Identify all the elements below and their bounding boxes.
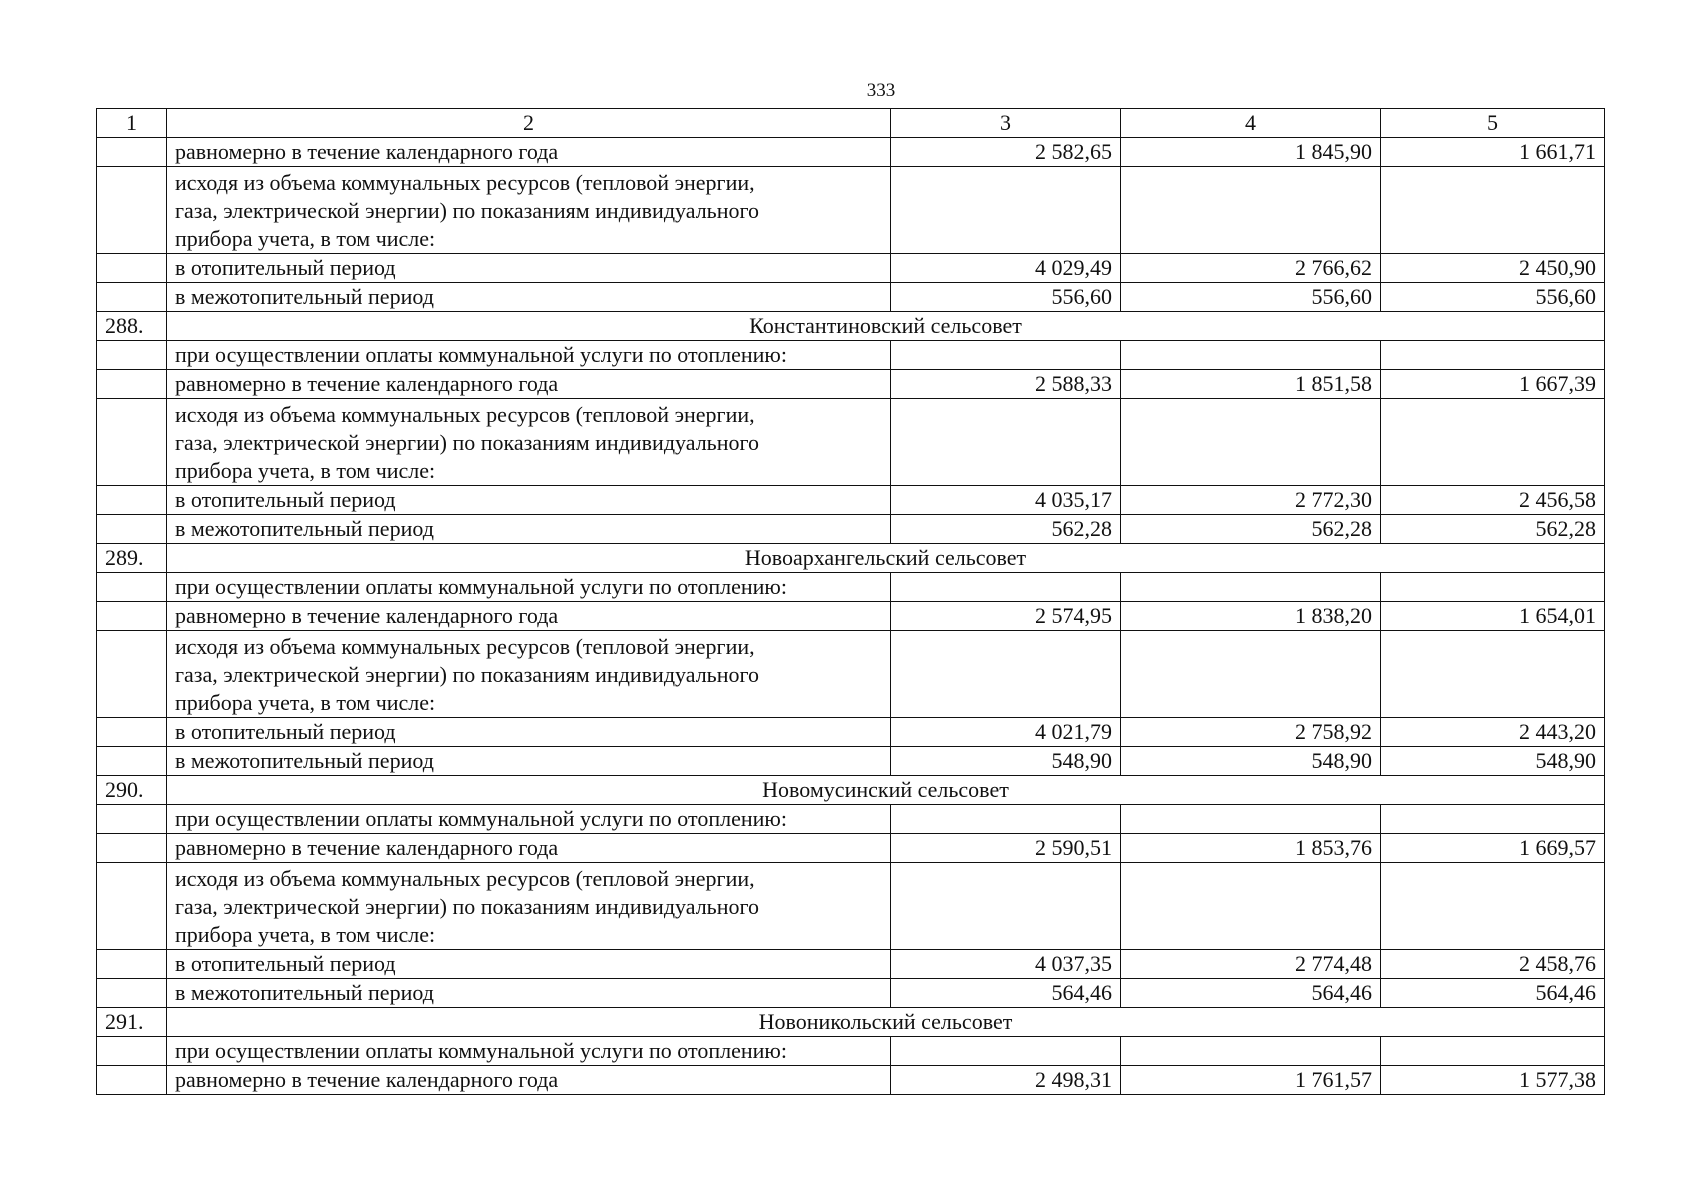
value-col-3 [891, 167, 1121, 254]
page-number: 333 [866, 80, 896, 101]
table-row [97, 1037, 1605, 1066]
value-col-3 [891, 863, 1121, 950]
value-col-3 [891, 341, 1121, 370]
value-col-5 [1381, 573, 1605, 602]
row-description: при осуществлении оплаты коммунальной услуги по отоплению: [167, 805, 891, 834]
value-col-3: 548,90 [891, 747, 1121, 776]
value-col-3 [891, 805, 1121, 834]
value-col-5: 1 661,71 [1381, 138, 1605, 167]
description-line: прибора учета, в том числе: [175, 690, 436, 715]
description-line: исходя из объема коммунальных ресурсов (тепловой энергии, [175, 866, 755, 891]
row-index [97, 834, 167, 863]
row-index [97, 863, 167, 950]
value-col-5: 562,28 [1381, 515, 1605, 544]
table-row [97, 573, 1605, 602]
row-description: равномерно в течение календарного года [167, 834, 891, 863]
value-col-5: 1 577,38 [1381, 1066, 1605, 1095]
row-index: 289. [97, 544, 167, 573]
description-line: исходя из объема коммунальных ресурсов (тепловой энергии, [175, 634, 755, 659]
description-line: исходя из объема коммунальных ресурсов (тепловой энергии, [175, 402, 755, 427]
row-index [97, 602, 167, 631]
row-index [97, 515, 167, 544]
value-col-5: 2 458,76 [1381, 950, 1605, 979]
row-index [97, 341, 167, 370]
row-description: равномерно в течение календарного года [167, 602, 891, 631]
row-description: в отопительный период [167, 254, 891, 283]
value-col-4 [1121, 1037, 1381, 1066]
row-index [97, 718, 167, 747]
row-index [97, 979, 167, 1008]
row-index [97, 573, 167, 602]
row-index [97, 167, 167, 254]
row-description: в отопительный период [167, 486, 891, 515]
value-col-3 [891, 631, 1121, 718]
row-description [167, 631, 891, 718]
value-col-3: 564,46 [891, 979, 1121, 1008]
row-index [97, 805, 167, 834]
row-description: в отопительный период [167, 950, 891, 979]
table-row [97, 486, 1605, 515]
table-row [97, 863, 1605, 950]
value-col-4: 2 758,92 [1121, 718, 1381, 747]
value-col-5 [1381, 863, 1605, 950]
table-row [97, 283, 1605, 312]
column-header: 5 [1381, 109, 1605, 138]
row-description: в межотопительный период [167, 283, 891, 312]
description-line: прибора учета, в том числе: [175, 226, 436, 251]
value-col-5: 564,46 [1381, 979, 1605, 1008]
value-col-3 [891, 399, 1121, 486]
row-description: равномерно в течение календарного года [167, 370, 891, 399]
value-col-4: 1 851,58 [1121, 370, 1381, 399]
row-description [167, 399, 891, 486]
value-col-4: 1 845,90 [1121, 138, 1381, 167]
value-col-3: 556,60 [891, 283, 1121, 312]
value-col-3 [891, 573, 1121, 602]
table-row [97, 138, 1605, 167]
value-col-5: 1 654,01 [1381, 602, 1605, 631]
table-row [97, 254, 1605, 283]
row-index [97, 254, 167, 283]
value-col-4 [1121, 805, 1381, 834]
table-row [97, 602, 1605, 631]
table-row [97, 399, 1605, 486]
table-row [97, 1066, 1605, 1095]
row-index [97, 1066, 167, 1095]
table-row [97, 631, 1605, 718]
row-description [167, 167, 891, 254]
row-index: 290. [97, 776, 167, 805]
value-col-5: 548,90 [1381, 747, 1605, 776]
value-col-5: 1 667,39 [1381, 370, 1605, 399]
description-line: газа, электрической энергии) по показаниям индивидуального [175, 894, 759, 919]
description-line: газа, электрической энергии) по показаниям индивидуального [175, 662, 759, 687]
row-index [97, 486, 167, 515]
table-row [97, 515, 1605, 544]
table-row [97, 805, 1605, 834]
value-col-4 [1121, 631, 1381, 718]
value-col-4: 548,90 [1121, 747, 1381, 776]
row-index [97, 283, 167, 312]
description-line: прибора учета, в том числе: [175, 458, 436, 483]
table-body [97, 109, 1605, 1095]
header-row [97, 109, 1605, 138]
column-header: 1 [97, 109, 167, 138]
value-col-4: 1 761,57 [1121, 1066, 1381, 1095]
value-col-4 [1121, 573, 1381, 602]
value-col-4: 2 766,62 [1121, 254, 1381, 283]
table-row [97, 167, 1605, 254]
value-col-3: 4 021,79 [891, 718, 1121, 747]
row-index: 288. [97, 312, 167, 341]
row-index [97, 747, 167, 776]
value-col-3: 562,28 [891, 515, 1121, 544]
value-col-4: 1 838,20 [1121, 602, 1381, 631]
table-row [97, 834, 1605, 863]
row-index [97, 631, 167, 718]
row-description: при осуществлении оплаты коммунальной услуги по отоплению: [167, 1037, 891, 1066]
row-index [97, 370, 167, 399]
value-col-4: 564,46 [1121, 979, 1381, 1008]
row-description: в межотопительный период [167, 515, 891, 544]
value-col-5 [1381, 341, 1605, 370]
description-line: прибора учета, в том числе: [175, 922, 436, 947]
description-line: исходя из объема коммунальных ресурсов (тепловой энергии, [175, 170, 755, 195]
value-col-4: 2 774,48 [1121, 950, 1381, 979]
value-col-3: 2 582,65 [891, 138, 1121, 167]
row-description [167, 863, 891, 950]
section-title: Новоархангельский сельсовет [167, 544, 1605, 573]
table-row [97, 950, 1605, 979]
value-col-4: 562,28 [1121, 515, 1381, 544]
table-row [97, 747, 1605, 776]
row-index [97, 399, 167, 486]
value-col-4 [1121, 399, 1381, 486]
value-col-5: 1 669,57 [1381, 834, 1605, 863]
table-row [97, 718, 1605, 747]
section-row [97, 776, 1605, 805]
value-col-4 [1121, 167, 1381, 254]
value-col-3: 2 574,95 [891, 602, 1121, 631]
value-col-3 [891, 1037, 1121, 1066]
value-col-5: 2 443,20 [1381, 718, 1605, 747]
description-line: газа, электрической энергии) по показаниям индивидуального [175, 430, 759, 455]
row-index [97, 950, 167, 979]
value-col-5 [1381, 1037, 1605, 1066]
description-line: газа, электрической энергии) по показаниям индивидуального [175, 198, 759, 223]
row-description: при осуществлении оплаты коммунальной услуги по отоплению: [167, 341, 891, 370]
value-col-3: 4 029,49 [891, 254, 1121, 283]
table-row [97, 341, 1605, 370]
value-col-4: 556,60 [1121, 283, 1381, 312]
value-col-4: 2 772,30 [1121, 486, 1381, 515]
row-index [97, 1037, 167, 1066]
row-description: в отопительный период [167, 718, 891, 747]
row-description: в межотопительный период [167, 747, 891, 776]
value-col-5: 556,60 [1381, 283, 1605, 312]
value-col-3: 2 588,33 [891, 370, 1121, 399]
value-col-5 [1381, 399, 1605, 486]
table-row [97, 979, 1605, 1008]
row-description: равномерно в течение календарного года [167, 1066, 891, 1095]
value-col-5 [1381, 167, 1605, 254]
section-row [97, 312, 1605, 341]
value-col-3: 4 035,17 [891, 486, 1121, 515]
value-col-4 [1121, 863, 1381, 950]
table-row [97, 370, 1605, 399]
section-title: Константиновский сельсовет [167, 312, 1605, 341]
value-col-4: 1 853,76 [1121, 834, 1381, 863]
section-title: Новоникольский сельсовет [167, 1008, 1605, 1037]
section-title: Новомусинский сельсовет [167, 776, 1605, 805]
value-col-5 [1381, 631, 1605, 718]
column-header: 4 [1121, 109, 1381, 138]
value-col-5: 2 450,90 [1381, 254, 1605, 283]
row-index [97, 138, 167, 167]
row-description: равномерно в течение календарного года [167, 138, 891, 167]
section-row [97, 1008, 1605, 1037]
row-description: в межотопительный период [167, 979, 891, 1008]
section-row [97, 544, 1605, 573]
value-col-5 [1381, 805, 1605, 834]
value-col-3: 4 037,35 [891, 950, 1121, 979]
tariff-table [96, 108, 1605, 1095]
value-col-3: 2 590,51 [891, 834, 1121, 863]
value-col-5: 2 456,58 [1381, 486, 1605, 515]
column-header: 2 [167, 109, 891, 138]
column-header: 3 [891, 109, 1121, 138]
value-col-4 [1121, 341, 1381, 370]
value-col-3: 2 498,31 [891, 1066, 1121, 1095]
row-index: 291. [97, 1008, 167, 1037]
row-description: при осуществлении оплаты коммунальной услуги по отоплению: [167, 573, 891, 602]
